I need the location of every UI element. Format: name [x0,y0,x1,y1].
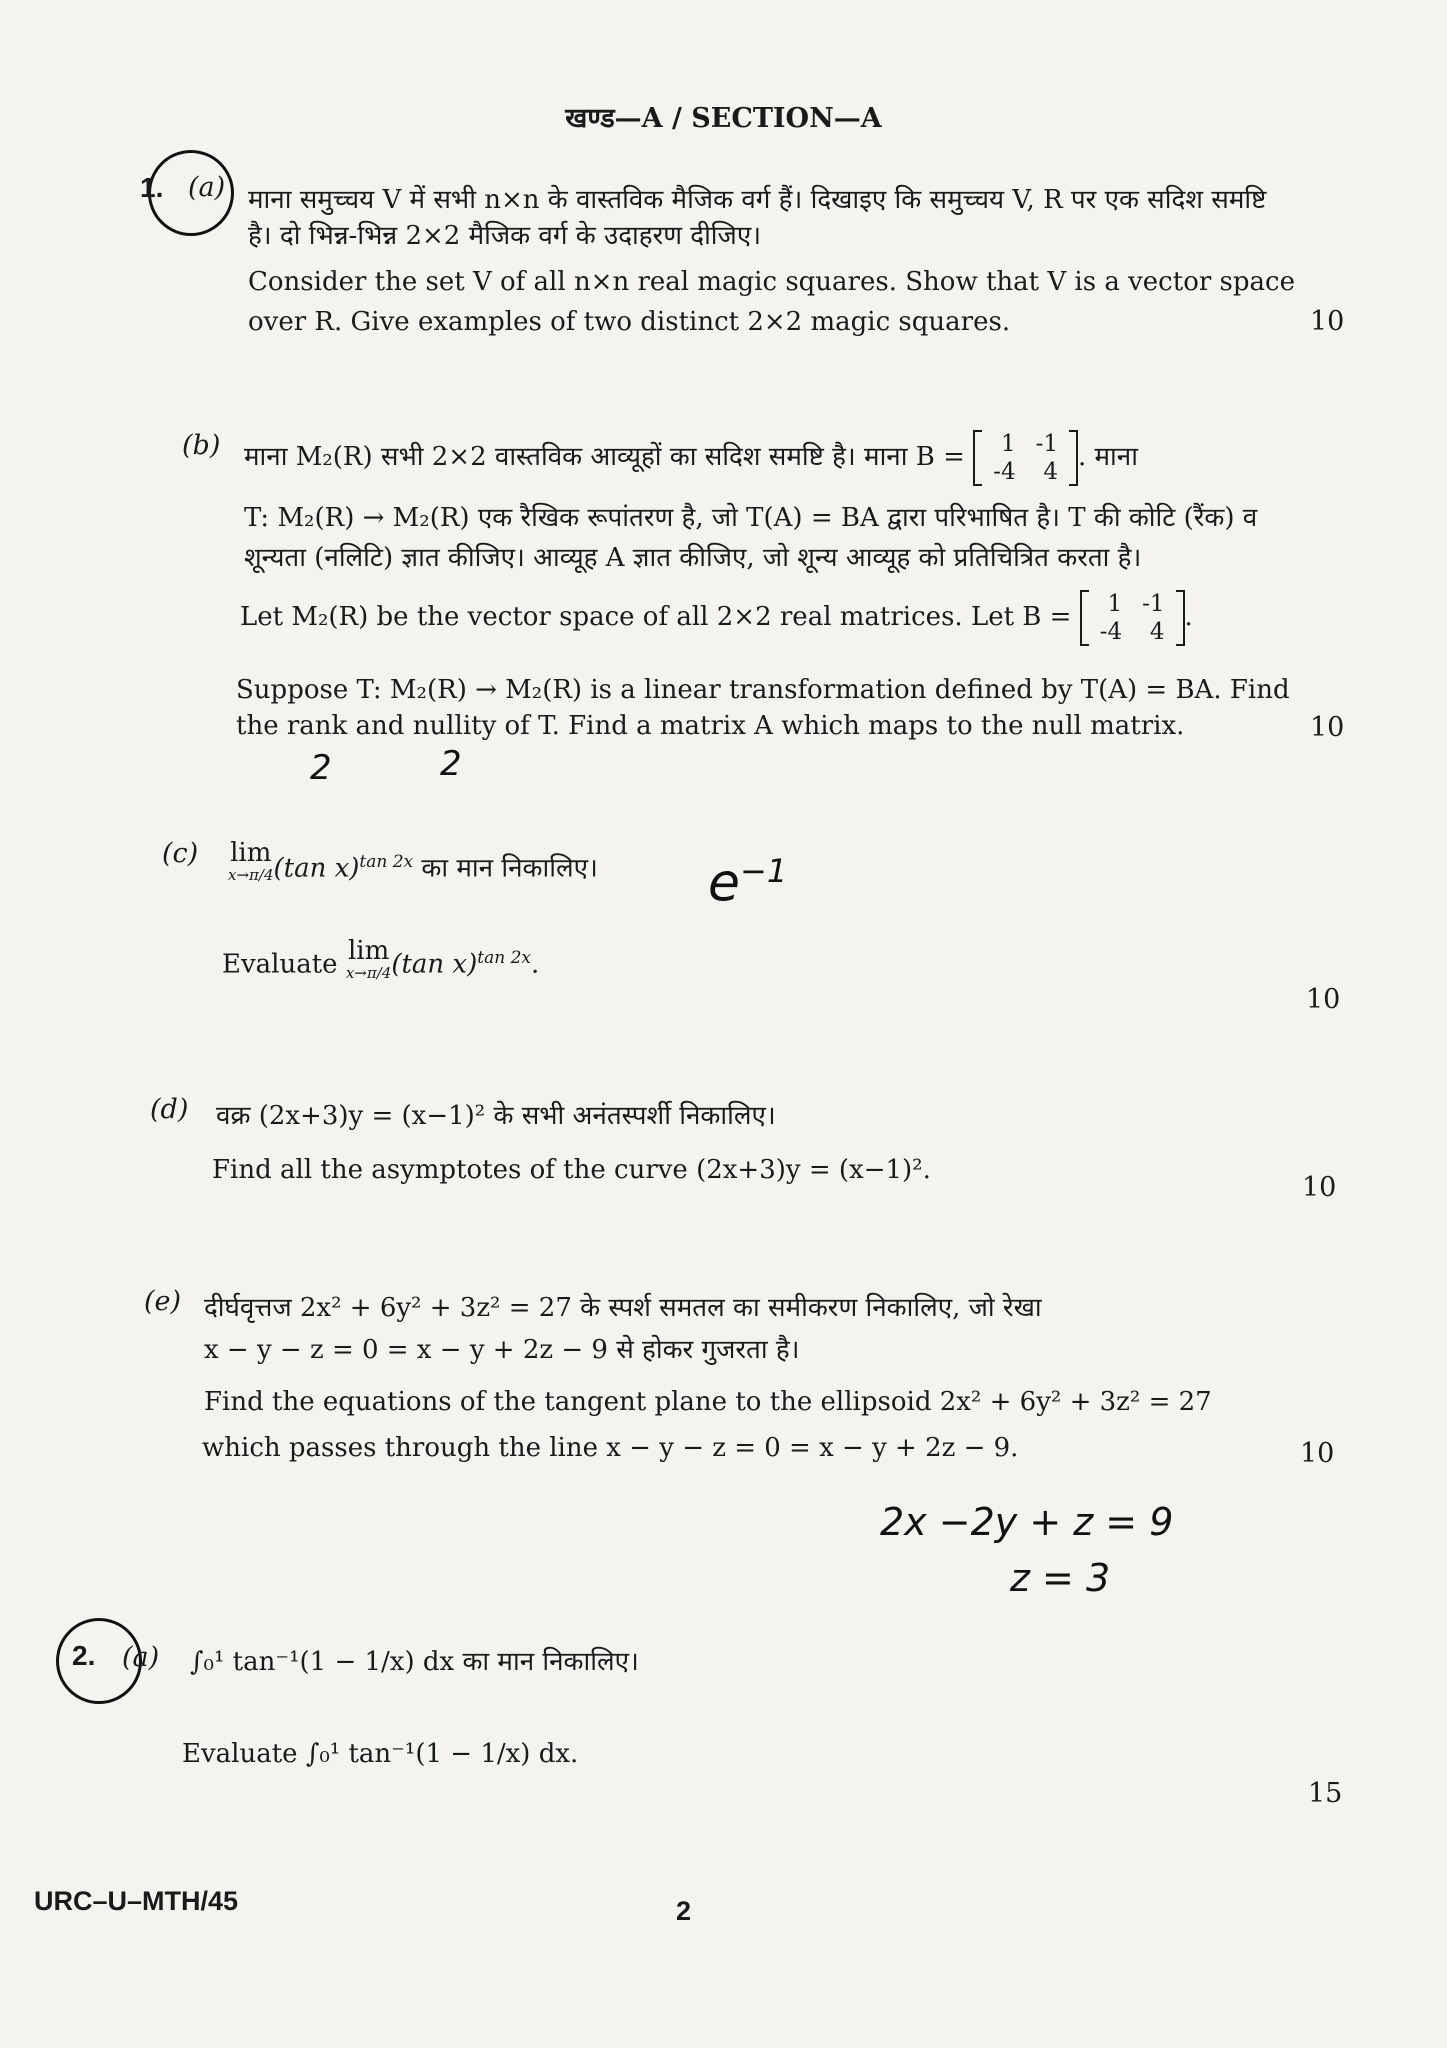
q1b-hindi-line1 [244,430,1304,486]
matrix-cell: 1 [1107,591,1123,617]
q1-number: 1. [140,172,164,203]
q1b-hindi-line1-text: माना M₂(R) सभी 2×2 वास्तविक आव्यूहों का सदिश समष्टि है। माना B = [244,442,965,472]
q1c-hindi-line [228,840,598,891]
q1d-hindi: वक्र (2x+3)y = (x−1)² के सभी अनंतस्पर्शी निकालिए। [216,1101,776,1131]
page-number: 2 [676,1896,692,1926]
handwritten-e-sup: −1 [740,852,788,890]
q1c-english-line [222,938,539,985]
q2a-label: (a) [122,1642,160,1673]
lim-subscript: x→π/4 [228,866,274,884]
q1b-label: (b) [182,430,221,461]
q1a-marks: 10 [1310,306,1345,337]
matrix-cell: -1 [1035,431,1058,457]
q1c-hindi-tail: का मान निकालिए। [421,853,598,884]
q1b-matrix-hindi [973,430,1078,486]
paper-code: URC–U–MTH/45 [34,1886,239,1916]
q1e-hindi-line1: दीर्घवृत्तज 2x² + 6y² + 3z² = 27 के स्पर्श समतल का समीकरण निकालिए, जो रेखा [204,1293,1042,1323]
handwritten-rank: 2 [310,748,332,788]
q1b-english-line3: the rank and nullity of T. Find a matrix A which maps to the null matrix. [236,711,1185,741]
matrix-cell: 4 [1043,459,1058,485]
q1a-english-line2: over R. Give examples of two distinct 2×2 magic squares. [248,307,1011,337]
q2a-hindi: ∫₀¹ tan⁻¹(1 − 1/x) dx का मान निकालिए। [190,1647,639,1677]
lim-word: lim [230,838,272,868]
q1b-hindi-line1-tail: . माना [1077,442,1138,472]
q1c-limit [228,840,273,884]
q1d-label: (d) [150,1094,189,1125]
handwritten-e: e [708,853,740,914]
q1b-english-line1-text: Let M₂(R) be the vector space of all 2×2 real matrices. Let B = [240,602,1072,632]
q1d-marks: 10 [1302,1172,1337,1203]
section-header: खण्ड—A / SECTION—A [565,103,882,134]
lim-subscript: x→π/4 [345,964,392,982]
q1d-english: Find all the asymptotes of the curve (2x+3)y = (x−1)². [212,1155,931,1185]
q1c-expr-en: (tan x) [391,949,478,980]
q1e-hindi-line2: x − y − z = 0 = x − y + 2z − 9 से होकर गुजरता है। [204,1335,800,1365]
matrix-cell: -4 [1099,619,1123,645]
q1c-evaluate: Evaluate [222,949,338,980]
q1c-label: (c) [162,838,199,869]
q1c-expr-sup: tan 2x [359,852,414,872]
q1a-label: (a) [188,172,226,203]
lim-word: lim [347,936,390,966]
handwritten-z-eq: z = 3 [1010,1556,1111,1600]
q1b-hindi-line2: T: M₂(R) → M₂(R) एक रैखिक रूपांतरण है, जो T(A) = BA द्वारा परिभाषित है। T की कोटि (रैंक) व [244,503,1258,533]
handwritten-plane-eq: 2x −2y + z = 9 [880,1500,1174,1544]
q1b-hindi-line3: शून्यता (नलिटि) ज्ञात कीजिए। आव्यूह A ज्ञात कीजिए, जो शून्य आव्यूह को प्रतिचित्रित करता है। [244,543,1142,573]
matrix-cell: -4 [993,459,1016,485]
q2a-english: Evaluate ∫₀¹ tan⁻¹(1 − 1/x) dx. [182,1739,579,1769]
handwritten-answer-c [708,852,787,913]
q1a-english-line1: Consider the set V of all n×n real magic squares. Show that V is a vector space [248,267,1295,297]
q1a-hindi-line2: है। दो भिन्न-भिन्न 2×2 मैजिक वर्ग के उदाहरण दीजिए। [248,221,762,251]
q1b-english-line1: Let M₂(R) be the vector space of all 2×2 real matrices. Let B = 1 -1 -4 4 . [240,591,1193,645]
q2a-marks: 15 [1308,1778,1343,1809]
q1e-label: (e) [144,1286,182,1317]
q1e-english-line1: Find the equations of the tangent plane to the ellipsoid 2x² + 6y² + 3z² = 27 [204,1387,1212,1417]
matrix-cell: 1 [1000,431,1016,457]
q1e-marks: 10 [1300,1438,1335,1469]
matrix-cell: 4 [1149,619,1165,645]
q1c-expr: (tan x) [273,853,360,884]
q1c-period: . [530,949,540,980]
handwritten-nullity: 2 [440,744,462,784]
q1a-hindi-line1: माना समुच्चय V में सभी n×n के वास्तविक मैजिक वर्ग हैं। दिखाइए कि समुच्चय V, R पर एक सदिश समष्टि [248,185,1267,215]
q1c-marks: 10 [1306,984,1341,1015]
q1c-expr-sup-en: tan 2x [477,948,531,968]
q1b-english-line2: Suppose T: M₂(R) → M₂(R) is a linear transformation defined by T(A) = BA. Find [236,675,1290,705]
q1b-marks: 10 [1310,712,1345,743]
matrix-cell: -1 [1142,591,1165,617]
q1c-limit-en [346,938,391,982]
q2-number: 2. [72,1640,96,1671]
q1b-matrix-english [1080,590,1185,646]
q1e-english-line2: which passes through the line x − y − z = 0 = x − y + 2z − 9. [202,1433,1019,1463]
